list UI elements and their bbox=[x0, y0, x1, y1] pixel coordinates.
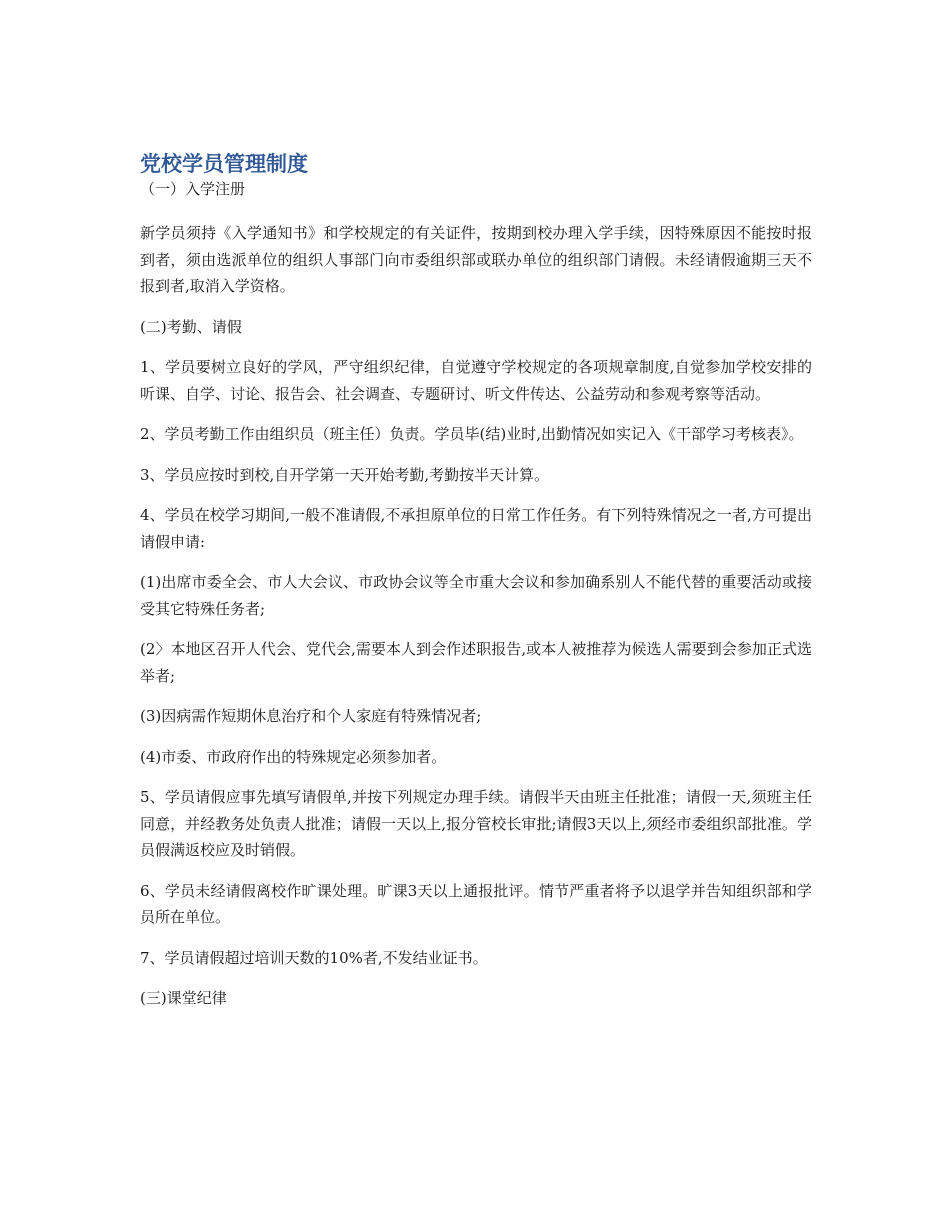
paragraph-rule-2: 2、学员考勤工作由组织员（班主任）负责。学员毕(结)业时,出勤情况如实记入《干部学习考核表》。 bbox=[140, 425, 804, 443]
paragraph-rule-5: 5、学员请假应事先填写请假单,并按下列规定办理手续。请假半天由班主任批准；请假一天,须班主任同意，并经教务处负责人批准；请假一天以上,报分管校长审批;请假3天以上,须经市委组织部批准。学员假满返校应及时销假。 bbox=[140, 788, 812, 859]
paragraph-rule-7: 7、学员请假超过培训天数的10%者,不发结业证书。 bbox=[140, 948, 488, 967]
section-heading-classroom: (三)课堂纪律 bbox=[140, 989, 227, 1007]
paragraph-rule-4: 4、学员在校学习期间,一般不准请假,不承担原单位的日常工作任务。有下列特殊情况之一者,方可提出请假申请: bbox=[140, 506, 812, 551]
paragraph-case-3: (3)因病需作短期休息治疗和个人家庭有特殊情况者; bbox=[140, 707, 482, 725]
paragraph-case-2: (2〉本地区召开人代会、党代会,需要本人到会作述职报告,或本人被推荐为候选人需要到会参加正式选举者; bbox=[140, 640, 812, 685]
paragraph-enrollment: 新学员须持《入学通知书》和学校规定的有关证件，按期到校办理入学手续，因特殊原因不能按时报到者，须由选派单位的组织人事部门向市委组织部或联办单位的组织部门请假。未经请假逾期三天不报到者,取消入学资格。 bbox=[140, 224, 812, 295]
paragraph-case-4: (4)市委、市政府作出的特殊规定必须参加者。 bbox=[140, 747, 447, 766]
section-heading-attendance: (二)考勤、请假 bbox=[140, 317, 242, 336]
section-heading-enrollment: （一）入学注册 bbox=[140, 180, 246, 198]
paragraph-case-1: (1)出席市委全会、市人大会议、市政协会议等全市重大会议和参加确系别人不能代替的重要活动或接受其它特殊任务者; bbox=[140, 573, 812, 618]
paragraph-rule-3: 3、学员应按时到校,自开学第一天开始考勤,考勤按半天计算。 bbox=[140, 465, 550, 484]
document-page bbox=[140, 150, 812, 1026]
paragraph-rule-6: 6、学员未经请假离校作旷课处理。旷课3天以上通报批评。情节严重者将予以退学并告知组织部和学员所在单位。 bbox=[140, 881, 812, 926]
document-title: 党校学员管理制度 bbox=[140, 152, 308, 176]
paragraph-rule-1: 1、学员要树立良好的学风，严守组织纪律，自觉遵守学校规定的各项规章制度,自觉参加学校安排的听课、自学、讨论、报告会、社会调查、专题研讨、听文件传达、公益劳动和参观考察等活动。 bbox=[140, 358, 812, 403]
